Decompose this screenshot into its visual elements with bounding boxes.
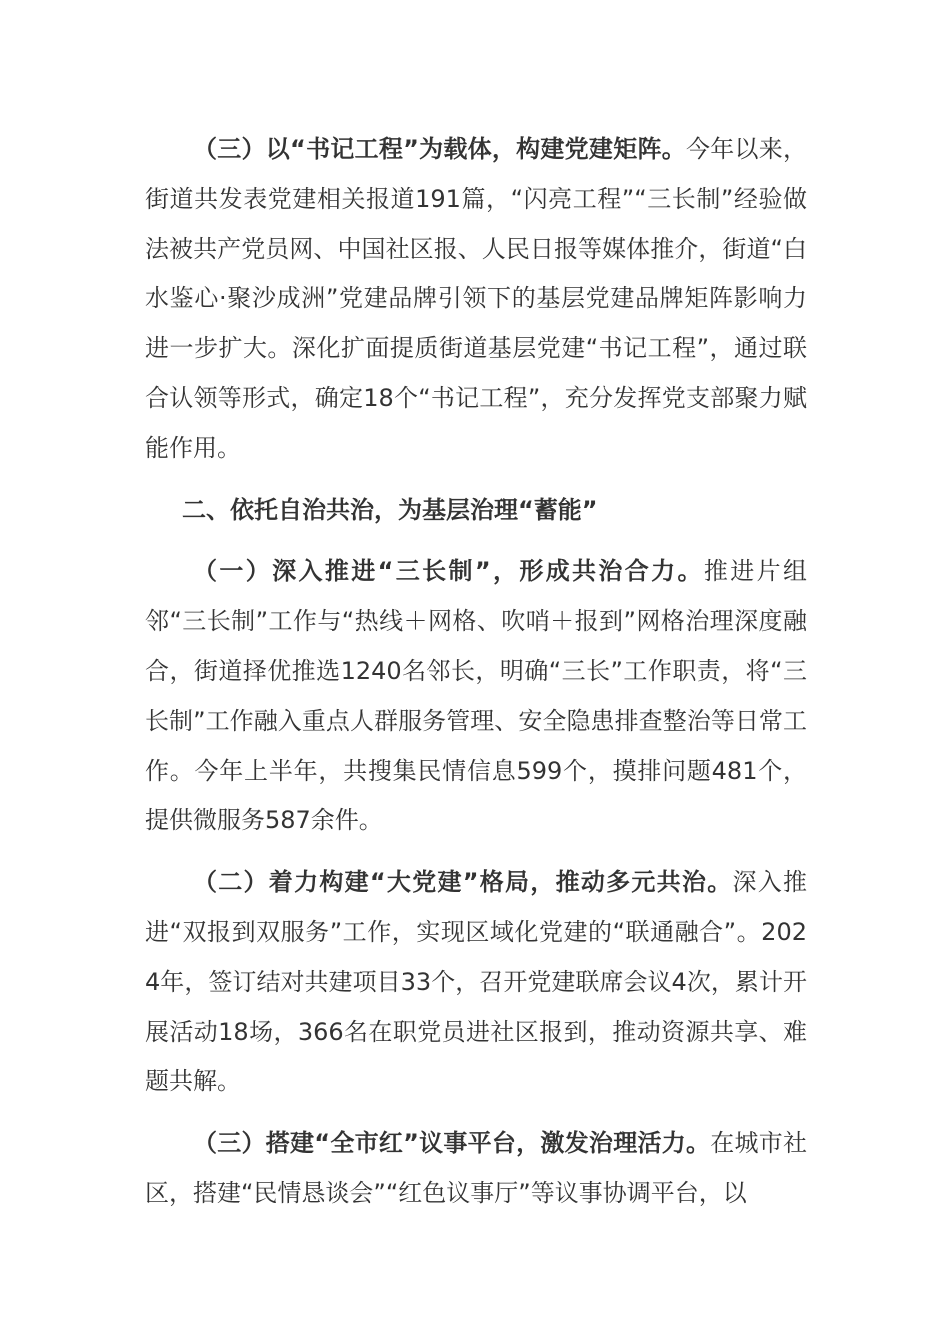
paragraph-party-building-matrix bbox=[145, 125, 807, 474]
paragraph-text: 在城市社区，搭建“民情恳谈会”“红色议事厅”等议事协调平台，以 bbox=[145, 1129, 808, 1207]
paragraph-lead: （二）着力构建“大党建”格局，推动多元共治。 bbox=[193, 868, 733, 897]
paragraph-text: 深入推进“双报到双服务”工作，实现区域化党建的“联通融合”。2024年，签订结对共建项目33个，召开党建联席会议4次，累计开展活动18场，366名在职党员进社区报到，推动资源共享、难题共解。 bbox=[145, 868, 808, 1096]
paragraph-text: 推进片组邻“三长制”工作与“热线＋网格、吹哨＋报到”网格治理深度融合，街道择优推选1240名邻长，明确“三长”工作职责，将“三长制”工作融入重点人群服务管理、安全隐患排查整治等日常工作。今年上半年，共搜集民情信息599个，摸排问题481个，提供微服务587余件。 bbox=[145, 557, 808, 835]
paragraph-lead: （三）搭建“全市红”议事平台，激发治理活力。 bbox=[193, 1129, 711, 1158]
paragraph-big-party-building bbox=[145, 858, 807, 1107]
document-body bbox=[145, 125, 807, 1219]
paragraph-lead: （一）深入推进“三长制”，形成共治合力。 bbox=[193, 557, 704, 586]
paragraph-three-leaders bbox=[145, 547, 807, 846]
paragraph-lead: （三）以“书记工程”为载体，构建党建矩阵。 bbox=[193, 135, 686, 163]
paragraph-text: 今年以来，街道共发表党建相关报道191篇，“闪亮工程”“三长制”经验做法被共产党员网、中国社区报、人民日报等媒体推介，街道“白水鉴心·聚沙成洲”党建品牌引领下的基层党建品牌矩阵影响力进一步扩大。深化扩面提质街道基层党建“书记工程”，通过联合认领等形式，确定18个“书记工程”，充分发挥党支部聚力赋能作用。 bbox=[145, 135, 808, 462]
paragraph-deliberation-platform bbox=[145, 1119, 807, 1219]
section-heading: 二、依托自治共治，为基层治理“蓄能” bbox=[182, 495, 598, 524]
